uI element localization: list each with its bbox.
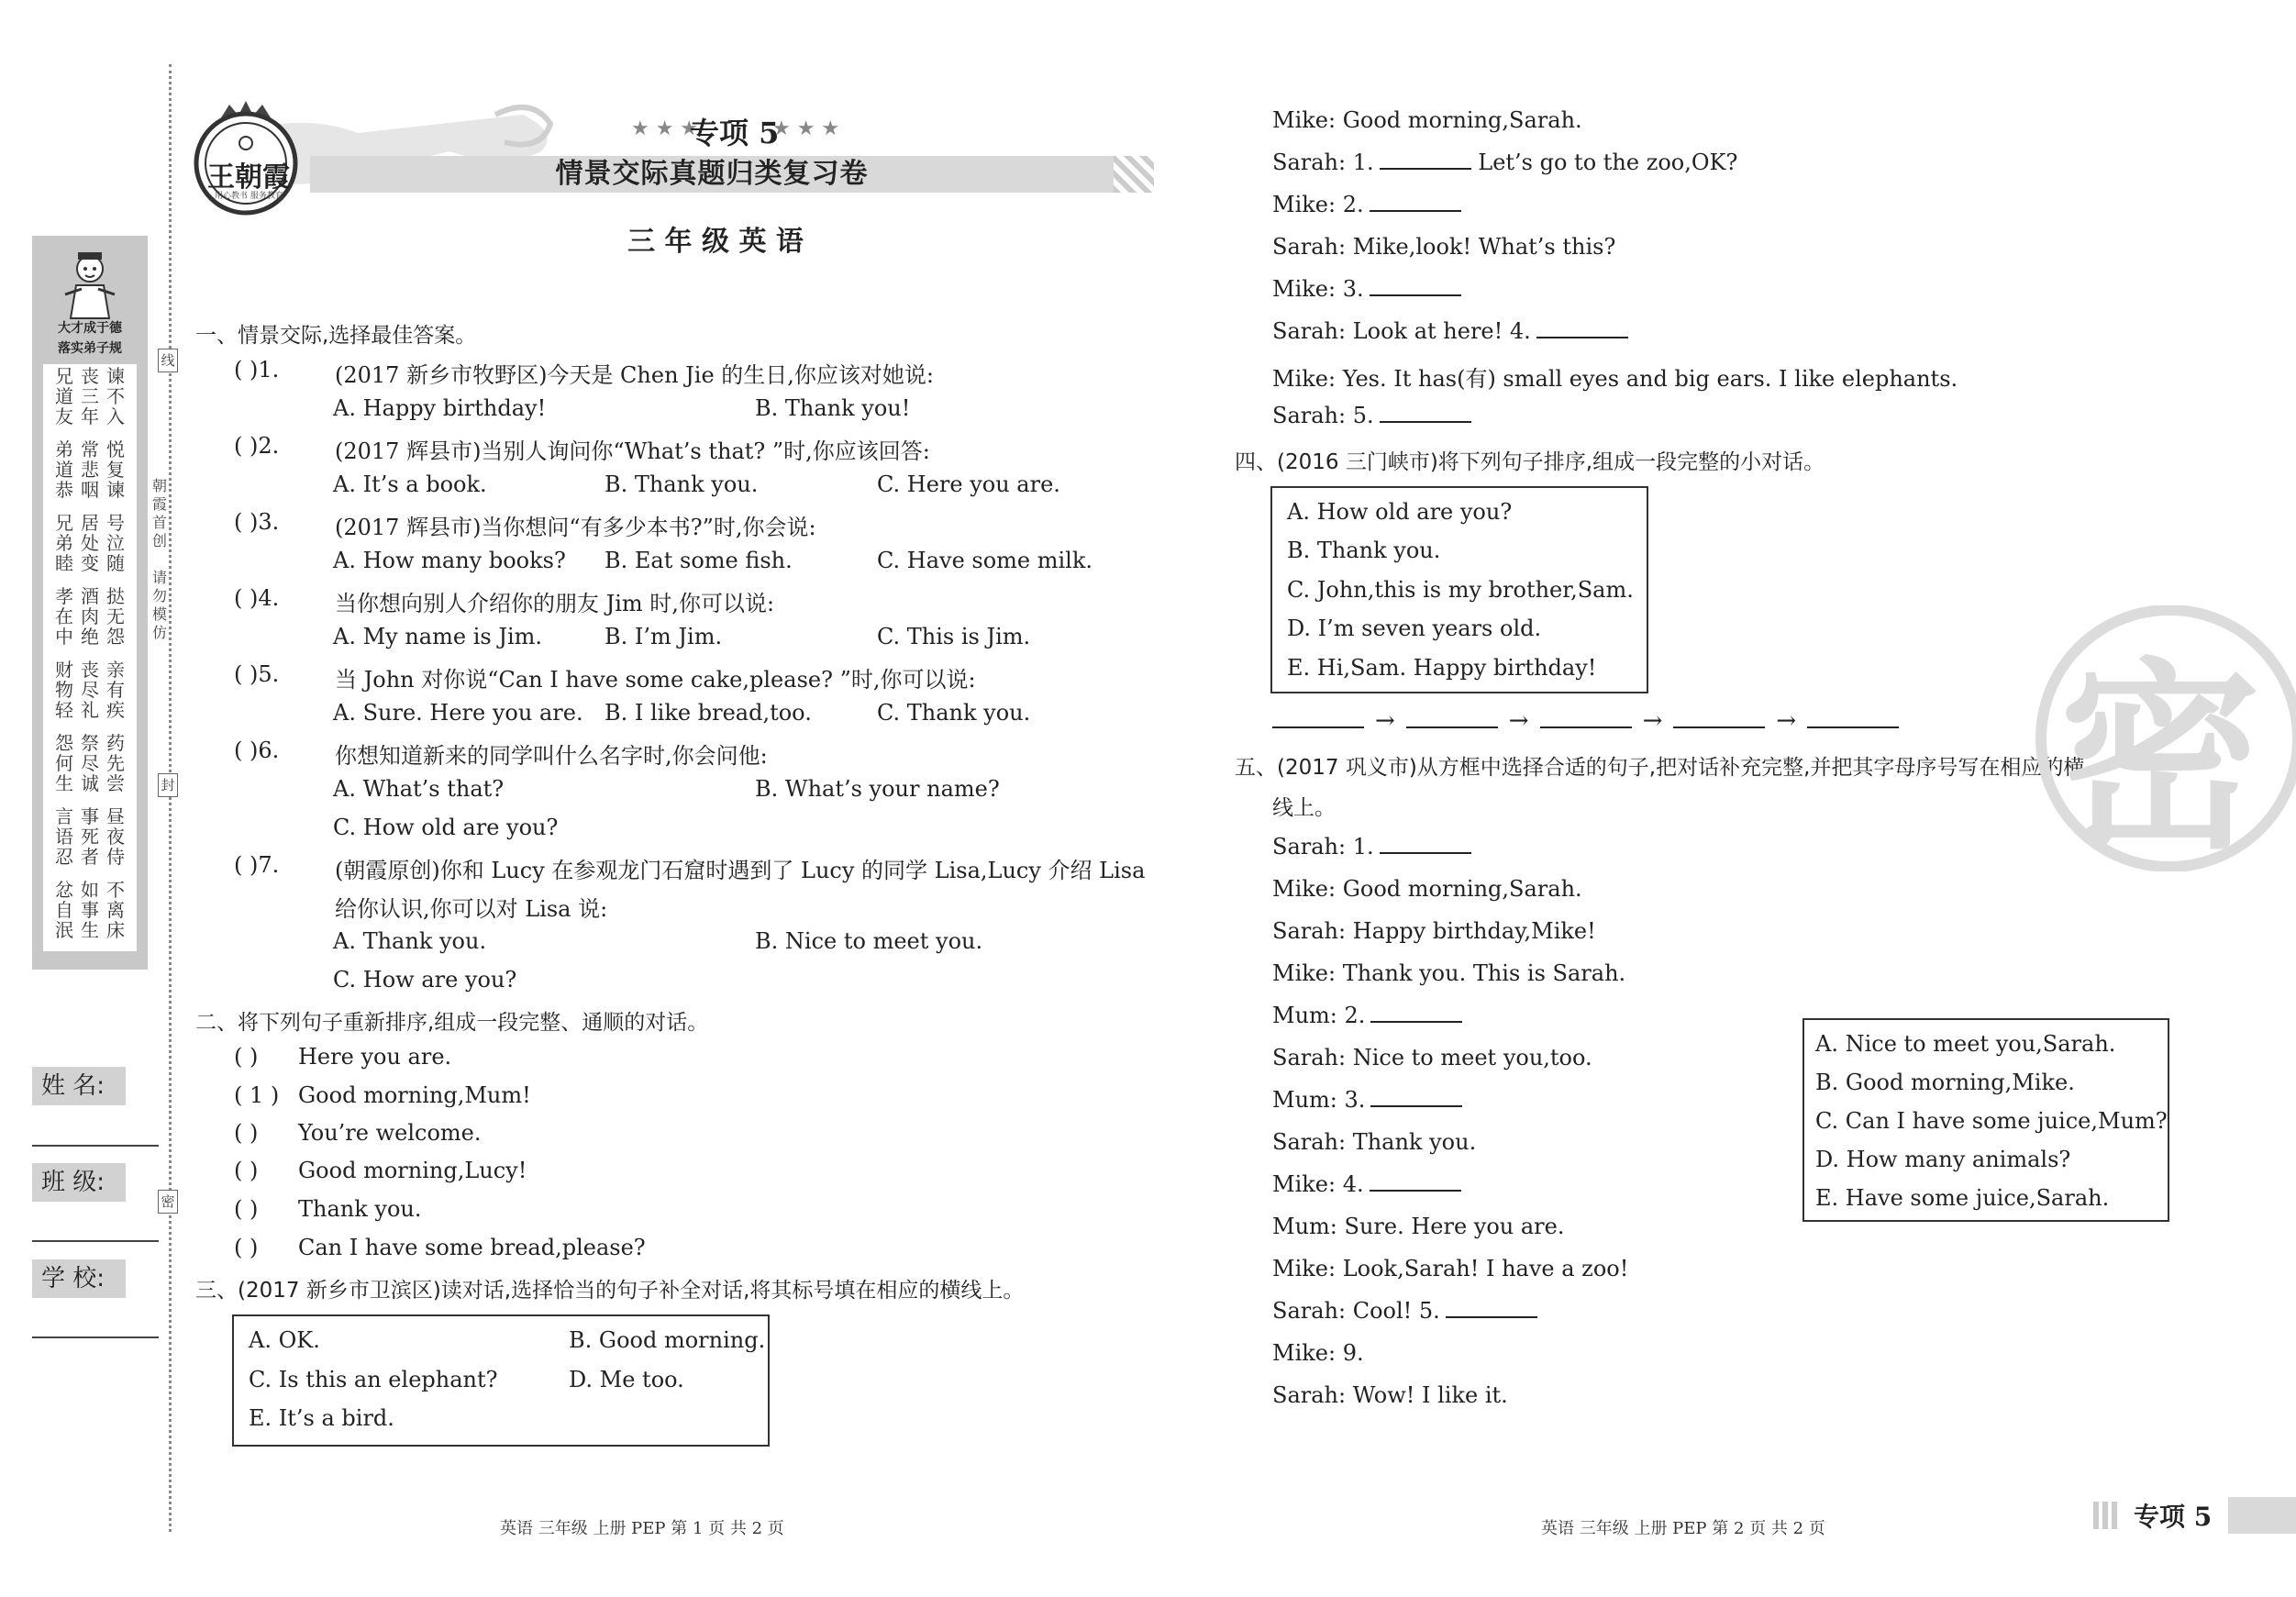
arrow-icon: → — [1642, 707, 1663, 735]
q6-text: 你想知道新来的同学叫什么名字时,你会问他: — [335, 743, 768, 769]
section4-heading: 四、(2016 三门峡市)将下列句子排序,组成一段完整的小对话。 — [1235, 450, 1825, 474]
motto-line-2: 落实弟子规 — [58, 341, 122, 356]
q7-option-a[interactable]: A. Thank you. — [333, 928, 487, 954]
section5-heading: 五、(2017 巩义市)从方框中选择合适的句子,把对话补充完整,并把其字母序号写在相应的横 — [1235, 756, 2085, 780]
corner-topic-tag: 专项 5 — [2134, 1502, 2213, 1532]
q3-number[interactable]: ( )3. — [234, 509, 280, 535]
dialogue-line: Mike: 2. — [1272, 192, 1461, 217]
dialogue-line: Mike: Good morning,Sarah. — [1272, 107, 1582, 133]
sequence-blank[interactable] — [1540, 706, 1632, 728]
order-mark[interactable]: ( ) — [234, 1044, 259, 1070]
q6-option-b[interactable]: B. What’s your name? — [755, 776, 1000, 802]
q3-option-a[interactable]: A. How many books? — [333, 548, 566, 573]
dialogue-line: Sarah: Nice to meet you,too. — [1272, 1045, 1592, 1070]
motto-column: 挞无怨 — [106, 585, 125, 648]
motto-columns — [43, 364, 137, 951]
option-item: D. How many animals? — [1815, 1147, 2071, 1172]
motto-column: 酒肉绝 — [81, 585, 99, 648]
q2-option-b[interactable]: B. Thank you. — [605, 471, 759, 497]
option-item: E. Have some juice,Sarah. — [1815, 1185, 2110, 1211]
q6-number[interactable]: ( )6. — [234, 738, 280, 763]
q7-number[interactable]: ( )7. — [234, 852, 280, 878]
dialogue-line: Sarah: Look at here! 4. — [1272, 318, 1628, 344]
answer-blank[interactable] — [1370, 1003, 1462, 1023]
name-field[interactable] — [32, 1145, 159, 1147]
section2-heading: 二、将下列句子重新排序,组成一段完整、通顺的对话。 — [195, 1011, 709, 1035]
motto-column: 丧尽礼 — [81, 659, 99, 721]
option-item: A. Nice to meet you,Sarah. — [1815, 1031, 2116, 1057]
sidebar-motto-panel — [32, 236, 148, 970]
answer-blank[interactable] — [1380, 150, 1471, 170]
dialogue-line: Sarah: Thank you. — [1272, 1129, 1477, 1155]
q3-option-c[interactable]: C. Have some milk. — [877, 548, 1093, 573]
dialogue-line: Sarah: Happy birthday,Mike! — [1272, 918, 1596, 944]
motto-column: 如事生 — [81, 879, 99, 941]
answer-blank[interactable] — [1536, 318, 1628, 338]
order-sentence: Here you are. — [298, 1044, 452, 1070]
option-item: A. How old are you? — [1287, 499, 1513, 525]
arrow-icon: → — [1375, 707, 1395, 735]
cut-mark-secret: 密 — [158, 1190, 178, 1214]
order-mark[interactable]: ( ) — [234, 1158, 259, 1183]
order-sentence: Good morning,Lucy! — [298, 1158, 527, 1183]
option-item: C. Is this an elephant? — [249, 1367, 498, 1392]
q1-option-a[interactable]: A. Happy birthday! — [333, 395, 547, 421]
q4-option-c[interactable]: C. This is Jim. — [877, 624, 1031, 649]
arrow-icon: → — [1776, 707, 1797, 735]
q5-option-c[interactable]: C. Thank you. — [877, 700, 1031, 726]
topic-tag: 专项 5 — [690, 116, 780, 150]
q5-option-b[interactable]: B. I like bread,too. — [605, 700, 812, 726]
motto-column: 悦复谏 — [106, 438, 125, 501]
option-item: D. I’m seven years old. — [1287, 616, 1542, 641]
q1-option-b[interactable]: B. Thank you! — [755, 395, 911, 421]
q6-option-c[interactable]: C. How old are you? — [333, 815, 559, 840]
dialogue-line: Mike: Look,Sarah! I have a zoo! — [1272, 1256, 1629, 1281]
motto-column: 常悲咽 — [81, 438, 99, 501]
option-item: E. It’s a bird. — [249, 1405, 394, 1431]
motto-column: 兄弟睦 — [55, 512, 73, 574]
motto-column: 不离床 — [106, 879, 125, 941]
answer-blank[interactable] — [1370, 276, 1461, 296]
name-label: 姓 名: — [32, 1067, 126, 1105]
order-mark[interactable]: ( ) — [234, 1120, 259, 1146]
order-mark[interactable]: ( ) — [234, 1196, 259, 1222]
answer-blank[interactable] — [1380, 834, 1471, 854]
motto-column: 居处变 — [81, 512, 99, 574]
dialogue-line: Sarah: 1. — [1272, 834, 1471, 859]
answer-blank[interactable] — [1370, 1171, 1461, 1192]
motto-column: 丧三年 — [81, 365, 99, 427]
motto-column: 财物轻 — [55, 659, 73, 721]
cut-mark-line: 线 — [158, 349, 178, 372]
dialogue-line: Mike: Thank you. This is Sarah. — [1272, 960, 1626, 986]
option-item: E. Hi,Sam. Happy birthday! — [1287, 655, 1597, 681]
dialogue-line: Sarah: Mike,look! What’s this? — [1272, 234, 1616, 260]
answer-blank[interactable] — [1370, 1087, 1462, 1107]
order-sentence: Can I have some bread,please? — [298, 1235, 646, 1260]
school-label: 学 校: — [32, 1259, 126, 1298]
motto-column: 兄道友 — [55, 365, 73, 427]
option-item: B. Good morning. — [569, 1327, 766, 1353]
q7-option-c[interactable]: C. How are you? — [333, 967, 517, 993]
q7-option-b[interactable]: B. Nice to meet you. — [755, 928, 983, 954]
dialogue-line: Sarah: 1. Let’s go to the zoo,OK? — [1272, 150, 1738, 175]
q3-option-b[interactable]: B. Eat some fish. — [605, 548, 793, 573]
dialogue-line: Mum: 3. — [1272, 1087, 1462, 1113]
boy-scholar-icon — [58, 247, 122, 320]
footer-page-1: 英语 三年级 上册 PEP 第 1 页 共 2 页 — [500, 1519, 784, 1538]
q5-number[interactable]: ( )5. — [234, 661, 280, 687]
stars-right-icon: ★ ★ ★ — [772, 117, 840, 140]
answer-blank[interactable] — [1446, 1298, 1537, 1318]
school-field[interactable] — [32, 1336, 159, 1338]
section4-option-box — [1270, 486, 1648, 693]
footer-page-2: 英语 三年级 上册 PEP 第 2 页 共 2 页 — [1541, 1519, 1825, 1538]
order-sentence: Good morning,Mum! — [298, 1082, 531, 1108]
motto-column: 祭尽诚 — [81, 732, 99, 794]
option-item: C. John,this is my brother,Sam. — [1287, 577, 1634, 603]
motto-column: 忿自泯 — [55, 879, 73, 941]
logo-subtext: 用心教书 服务教育 — [215, 192, 283, 201]
answer-blank[interactable] — [1380, 403, 1471, 423]
option-item: A. OK. — [249, 1327, 320, 1353]
logo-text: 王朝霞 — [207, 161, 290, 194]
dialogue-line: Sarah: Cool! 5. — [1272, 1298, 1537, 1324]
option-item: C. Can I have some juice,Mum? — [1815, 1108, 2168, 1134]
sequence-answer-row — [1272, 706, 1899, 735]
option-item: D. Me too. — [569, 1367, 684, 1392]
q5-text: 当 John 对你说“Can I have some cake,please? ”时,你可以说: — [335, 667, 976, 693]
sequence-blank[interactable] — [1673, 706, 1765, 728]
sequence-blank[interactable] — [1406, 706, 1498, 728]
motto-column: 孝在中 — [55, 585, 73, 648]
q5-option-a[interactable]: A. Sure. Here you are. — [333, 700, 583, 726]
dialogue-line: Sarah: 5. — [1272, 403, 1471, 428]
q4-number[interactable]: ( )4. — [234, 585, 280, 611]
section3-heading: 三、(2017 新乡市卫滨区)读对话,选择恰当的句子补全对话,将其标号填在相应的横线上。 — [195, 1279, 1025, 1303]
cut-note-no-copy: 请勿模仿 — [152, 569, 168, 641]
q7-text: (朝霞原创)你和 Lucy 在参观龙门石窟时遇到了 Lucy 的同学 Lisa,Lucy 介绍 Lisa — [335, 858, 1146, 883]
motto-line-1: 大才成于德 — [58, 321, 122, 336]
section5-heading-cont: 线上。 — [1272, 796, 1336, 820]
dialogue-line: Sarah: Wow! I like it. — [1272, 1382, 1508, 1408]
stars-left-icon: ★ ★ ★ — [631, 117, 699, 140]
cut-note-original: 朝霞首创 — [152, 477, 168, 549]
motto-column: 弟道恭 — [55, 438, 73, 501]
option-item: B. Thank you. — [1287, 538, 1441, 563]
section5-option-box — [1802, 1018, 2169, 1222]
corner-pattern — [2093, 1502, 2121, 1529]
order-sentence: Thank you. — [298, 1196, 422, 1222]
q2-option-a[interactable]: A. It’s a book. — [333, 471, 487, 497]
watermark-character: 密 — [2059, 641, 2262, 876]
q6-option-a[interactable]: A. What’s that? — [333, 776, 505, 802]
option-item: B. Good morning,Mike. — [1815, 1070, 2075, 1095]
q3-text: (2017 辉县市)当你想问“有多少本书?”时,你会说: — [335, 515, 816, 540]
binding-fold-line — [169, 64, 172, 1532]
dialogue-line: Mike: Good morning,Sarah. — [1272, 876, 1582, 902]
motto-column: 谏不入 — [106, 365, 125, 427]
sequence-blank[interactable] — [1272, 706, 1364, 728]
section1-heading: 一、情景交际,选择最佳答案。 — [195, 324, 477, 348]
dialogue-line: Mum: 2. — [1272, 1003, 1462, 1028]
q4-text: 当你想向别人介绍你的朋友 Jim 时,你可以说: — [335, 591, 775, 616]
motto-column: 号泣随 — [106, 512, 125, 574]
dialogue-line: Mike: 3. — [1272, 276, 1461, 302]
order-mark[interactable]: ( ) — [234, 1235, 259, 1260]
title-band-pattern — [1114, 156, 1154, 193]
dialogue-line: Mum: Sure. Here you are. — [1272, 1214, 1565, 1239]
q4-option-a[interactable]: A. My name is Jim. — [333, 624, 543, 649]
q1-text: (2017 新乡市牧野区)今天是 Chen Jie 的生日,你应该对她说: — [335, 362, 935, 388]
motto-column: 亲有疾 — [106, 659, 125, 721]
motto-column: 言语忍 — [55, 805, 73, 868]
q1-number[interactable]: ( )1. — [234, 357, 280, 383]
arrow-icon: → — [1508, 707, 1529, 735]
dialogue-line: Mike: Yes. It has(有) small eyes and big ears. I like elephants. — [1272, 366, 1958, 392]
motto-column: 昼夜侍 — [106, 805, 125, 868]
cut-mark-seal: 封 — [158, 773, 178, 797]
page-title: 情景交际真题归类复习卷 — [555, 158, 869, 190]
q2-text: (2017 辉县市)当别人询问你“What’s that? ”时,你应该回答: — [335, 438, 930, 464]
motto-column: 药先尝 — [106, 732, 125, 794]
class-label: 班 级: — [32, 1163, 126, 1202]
q2-number[interactable]: ( )2. — [234, 433, 280, 459]
motto-column: 事死者 — [81, 805, 99, 868]
q4-option-b[interactable]: B. I’m Jim. — [605, 624, 723, 649]
q2-option-c[interactable]: C. Here you are. — [877, 471, 1060, 497]
class-field[interactable] — [32, 1240, 159, 1242]
order-sentence: You’re welcome. — [298, 1120, 482, 1146]
page-subtitle: 三 年 级 英 语 — [627, 226, 804, 258]
q7-text-cont: 给你认识,你可以对 Lisa 说: — [335, 896, 608, 922]
dialogue-line: Mike: 4. — [1272, 1171, 1461, 1197]
motto-column: 怨何生 — [55, 732, 73, 794]
order-mark[interactable]: ( 1 ) — [234, 1082, 280, 1108]
sequence-blank[interactable] — [1807, 706, 1899, 728]
dialogue-line: Mike: 9. — [1272, 1340, 1364, 1366]
answer-blank[interactable] — [1370, 192, 1461, 212]
section3-option-box — [232, 1314, 770, 1447]
